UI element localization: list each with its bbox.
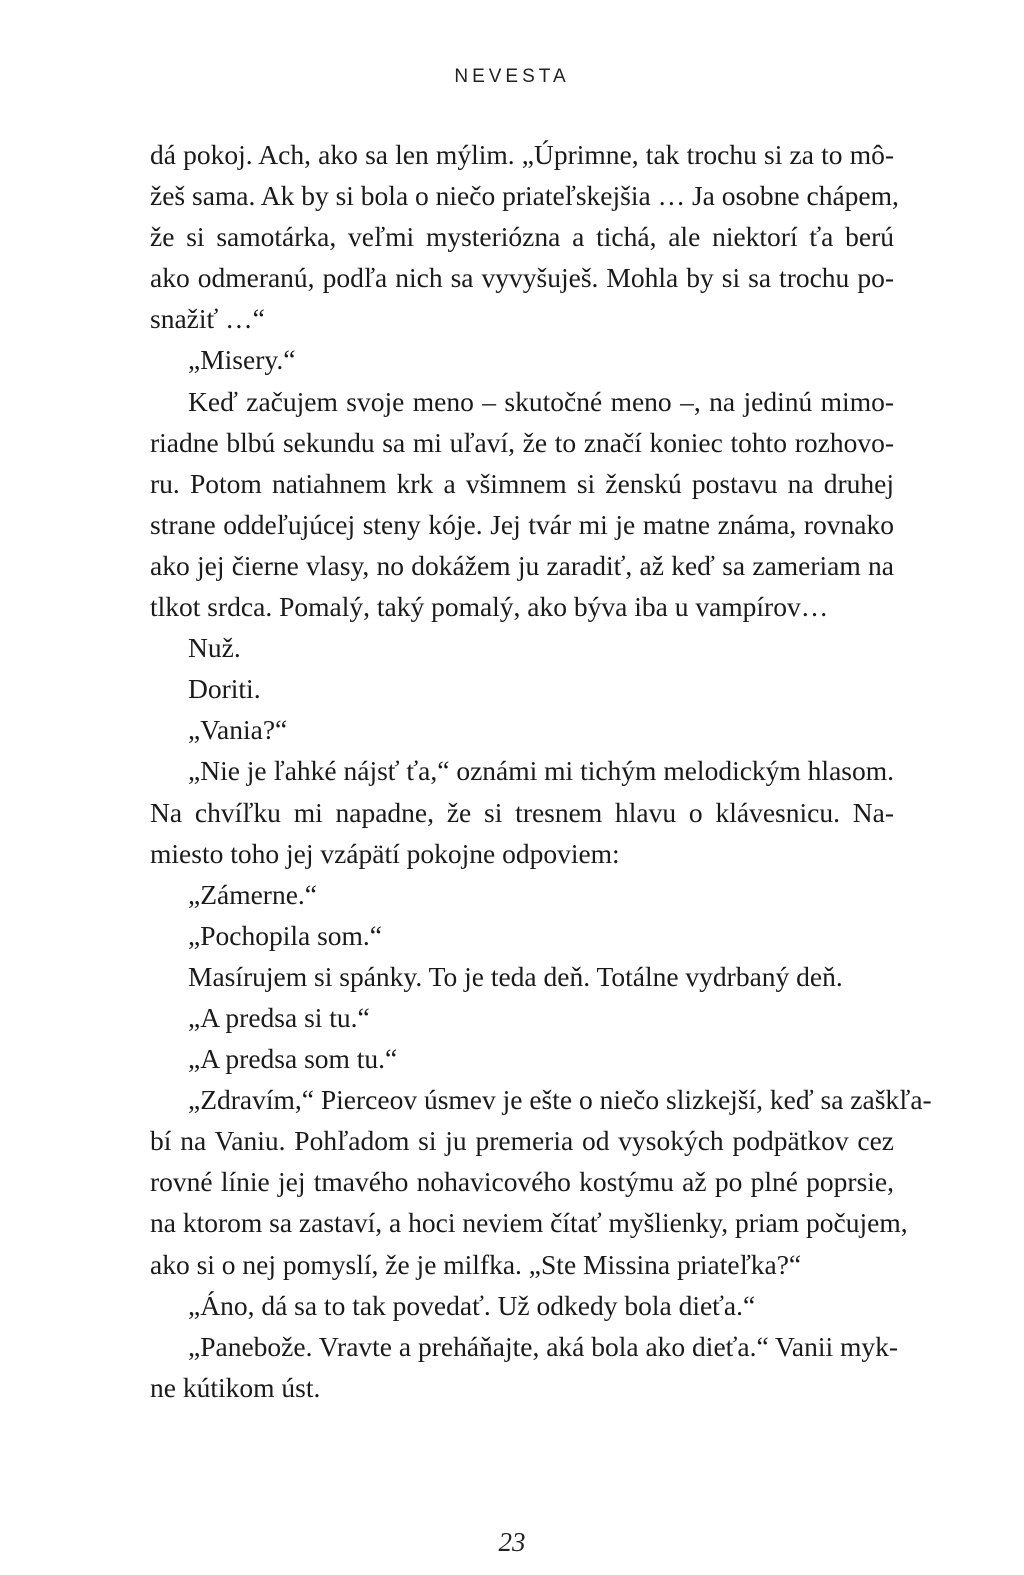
text-line: „Vania?“ (188, 714, 288, 746)
text-line: Na chvíľku mi napadne, že si tresnem hlavu o klávesnicu. Na- (150, 796, 894, 828)
text-line: strane oddeľujúcej steny kóje. Jej tvár mi je matne známa, rovnako (150, 508, 894, 540)
text-line: „Nie je ľahké nájsť ťa,“ oznámi mi tichým melodickým hlasom. (188, 755, 894, 787)
text-line: ako jej čierne vlasy, no dokážem ju zaradiť, až keď sa zameriam na (150, 549, 894, 581)
text-line: ru. Potom natiahnem krk a všimnem si ženskú postavu na druhej (150, 467, 894, 499)
running-head: NEVESTA (454, 66, 570, 87)
text-line: Keď začujem svoje meno – skutočné meno –, na jedinú mimo- (188, 385, 894, 417)
text-line: „A predsa som tu.“ (188, 1043, 398, 1075)
page-number: 23 (498, 1527, 526, 1557)
text-line: žeš sama. Ak by si bola o niečo priateľskejšia … Ja osobne chápem, (150, 180, 899, 212)
text-line: na ktorom sa zastaví, a hoci neviem čítať myšlienky, priam počujem, (150, 1207, 908, 1239)
text-line: „A predsa si tu.“ (188, 1001, 370, 1033)
text-line: ne kútikom úst. (150, 1371, 321, 1403)
text-line: „Zámerne.“ (188, 878, 318, 910)
body-text (150, 134, 932, 1408)
text-line: ako si o nej pomyslí, že je milfka. „Ste Missina priateľka?“ (150, 1248, 802, 1280)
text-line: že si samotárka, veľmi mysteriózna a tichá, ale niektorí ťa berú (150, 221, 894, 253)
text-line: riadne blbú sekundu sa mi uľaví, že to značí koniec tohto rozhovo- (150, 426, 894, 458)
text-line: bí na Vaniu. Pohľadom si ju premeria od vysokých podpätkov cez (150, 1125, 894, 1157)
text-line: „Panebože. Vravte a preháňajte, aká bola ako dieťa.“ Vanii myk- (188, 1330, 899, 1362)
text-line: tlkot srdca. Pomalý, taký pomalý, ako býva iba u vampírov… (150, 591, 829, 623)
text-line: Masírujem si spánky. To je teda deň. Totálne vydrbaný deň. (188, 960, 843, 992)
text-line: „Misery.“ (188, 344, 296, 376)
text-line: rovné línie jej tmavého nohavicového kostýmu až po plné poprsie, (150, 1166, 894, 1198)
text-line: snažiť …“ (150, 303, 265, 335)
text-line: „Zdravím,“ Pierceov úsmev je ešte o niečo slizkejší, keď sa zaškľa- (188, 1084, 932, 1116)
text-line: ako odmeranú, podľa nich sa vyvyšuješ. Mohla by si sa trochu po- (150, 262, 894, 294)
text-line: „Pochopila som.“ (188, 919, 382, 951)
text-line: Doriti. (188, 673, 261, 705)
text-line: miesto toho jej vzápätí pokojne odpoviem: (150, 837, 620, 869)
text-line: „Áno, dá sa to tak povedať. Už odkedy bola dieťa.“ (188, 1289, 756, 1321)
text-line: Nuž. (188, 632, 241, 664)
text-line: dá pokoj. Ach, ako sa len mýlim. „Úprimne, tak trochu si za to mô- (150, 139, 894, 170)
